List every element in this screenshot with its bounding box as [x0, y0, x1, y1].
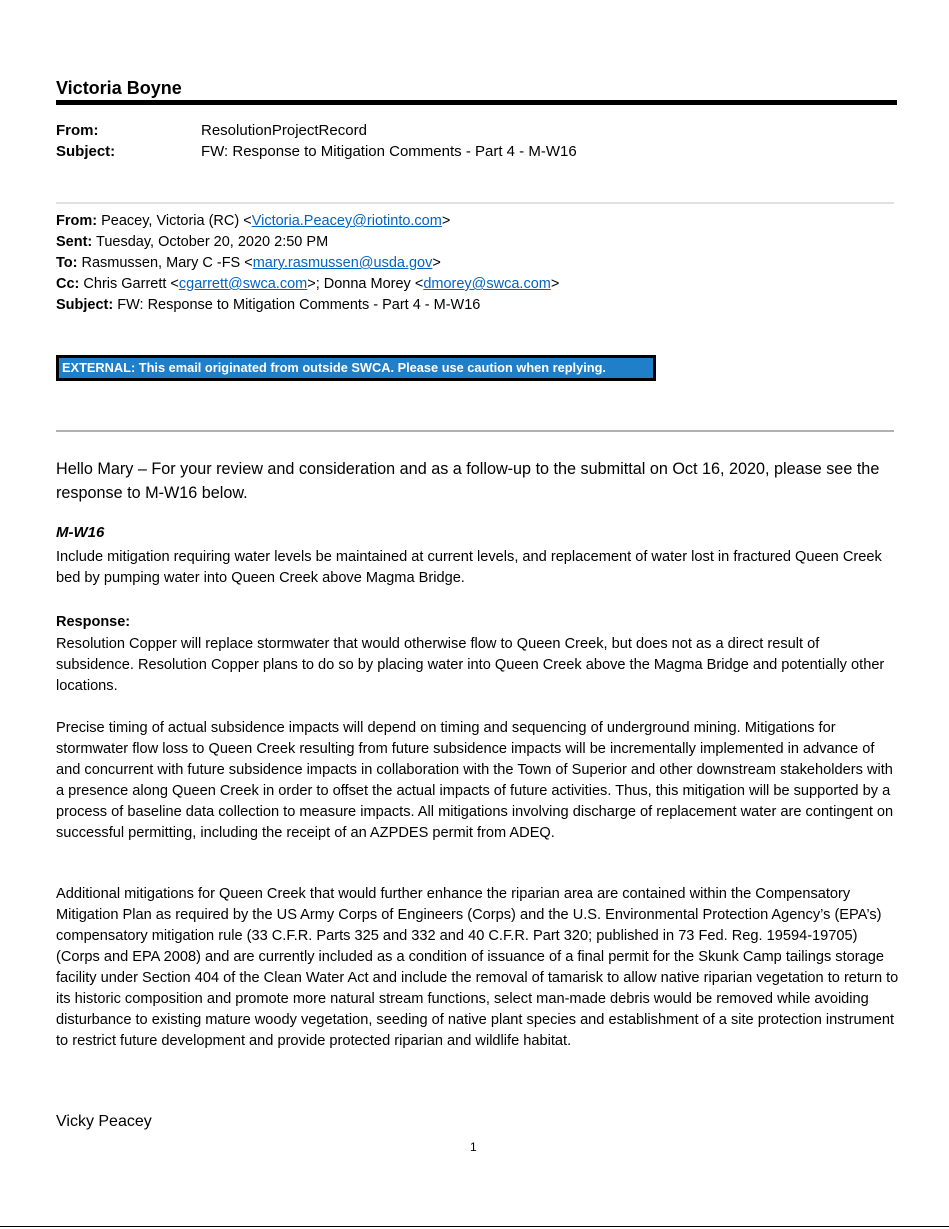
fwd-from-line: [56, 211, 559, 232]
response-paragraph-3: Additional mitigations for Queen Creek that would further enhance the riparian area are contained within the Compensatory Mitigation Plan as required by the US Army Corps of Engineers (Corps) and the U.S. Environmental Protection Agency’s (EPA’s) compensatory mitigation rule (33 C.F.R. Parts 325 and 332 and 40 C.F.R. Part 320; published in 73 Fed. Reg. 19594-19705) (Corps and EPA 2008) and are currently included as a condition of issuance of a final permit for the Skunk Camp tailings storage facility under Section 404 of the Clean Water Act and include the removal of tamarisk to allow native riparian vegetation to return to its historic composition and promote more natural stream functions, select man-made debris would be removed while avoiding disturbance to existing mature woody vegetation, seeding of native plant species and establishment of a site protection instrument to restrict future development and provide protected riparian and wildlife habitat.: [56, 886, 899, 1049]
fwd-from-label: From:: [56, 213, 98, 229]
page-number: 1: [470, 1140, 477, 1154]
forwarded-header: [56, 211, 559, 316]
fwd-subject-value: FW: Response to Mitigation Comments - Part 4 - M-W16: [113, 297, 481, 313]
fwd-to-close: >: [432, 255, 441, 271]
fwd-subject-label: Subject:: [56, 297, 114, 313]
fwd-to-name: Rasmussen, Mary C -FS <: [77, 255, 253, 271]
fwd-cc-label: Cc:: [56, 276, 80, 292]
fwd-sent-value: Tuesday, October 20, 2020 2:50 PM: [92, 234, 329, 250]
external-warning-text: EXTERNAL: This email originated from outside SWCA. Please use caution when replying.: [59, 358, 653, 378]
fwd-sent-label: Sent:: [56, 234, 93, 250]
fwd-cc-email2-link[interactable]: dmorey@swca.com: [423, 276, 551, 292]
fwd-from-email-link[interactable]: Victoria.Peacey@riotinto.com: [251, 213, 442, 229]
header-divider: [56, 100, 897, 105]
response-paragraph-2: Precise timing of actual subsidence impacts will depend on timing and sequencing of underground mining. Mitigations for stormwater flow loss to Queen Creek resulting from future subsidence impacts will be incrementally implemented in advance of and concurrent with future subsidence impacts in collaboration with the Town of Superior and other downstream stakeholders with a presence along Queen Creek in order to offset the actual impacts of future activities. Thus, this mitigation will be supported by a process of baseline data collection to measure impacts. All mitigations involving discharge of replacement water are contingent on successful permitting, including the receipt of an AZPDES permit from ADEQ.: [56, 720, 894, 841]
fwd-from-close: >: [441, 213, 451, 229]
signature: Vicky Peacey: [56, 1113, 152, 1130]
external-warning-banner: [56, 355, 656, 381]
greeting-text: Hello Mary – For your review and consideration and as a follow-up to the submittal on Oct 16, 2020, please see the response to M-W16 below.: [56, 460, 880, 502]
response-paragraph-1: Resolution Copper will replace stormwater that would otherwise flow to Queen Creek, but does not as a direct result of subsidence. Resolution Copper plans to do so by placing water into Queen Creek above the Magma Bridge and potentially other locations.: [56, 636, 885, 694]
fwd-to-line: [56, 253, 559, 274]
fwd-cc-line: [56, 274, 559, 295]
forward-divider: [56, 202, 894, 204]
fwd-cc-email1-link[interactable]: cgarrett@swca.com: [178, 276, 308, 292]
fwd-sent-line: [56, 232, 559, 253]
fwd-cc-mid: >; Donna Morey <: [307, 276, 424, 292]
fwd-to-label: To:: [56, 255, 78, 271]
page-bottom-edge: [0, 1226, 949, 1227]
comment-text: Include mitigation requiring water levels be maintained at current levels, and replacement of water lost in fractured Queen Creek bed by pumping water into Queen Creek above Magma Bridge.: [56, 549, 882, 586]
fwd-from-name: Peacey, Victoria (RC) <: [97, 213, 252, 229]
comment-title: M-W16: [56, 524, 105, 541]
subject-label: Subject:: [56, 143, 116, 160]
document-owner-name: Victoria Boyne: [56, 78, 182, 98]
fwd-subject-line: [56, 295, 559, 316]
from-label: From:: [56, 122, 99, 139]
body-divider: [56, 430, 894, 432]
subject-value: FW: Response to Mitigation Comments - Part 4 - M-W16: [201, 143, 577, 160]
fwd-to-email-link[interactable]: mary.rasmussen@usda.gov: [252, 255, 433, 271]
fwd-cc-close: >: [550, 276, 560, 292]
from-value: ResolutionProjectRecord: [201, 122, 367, 139]
fwd-cc-name1: Chris Garrett <: [79, 276, 179, 292]
response-label: Response:: [56, 614, 131, 630]
